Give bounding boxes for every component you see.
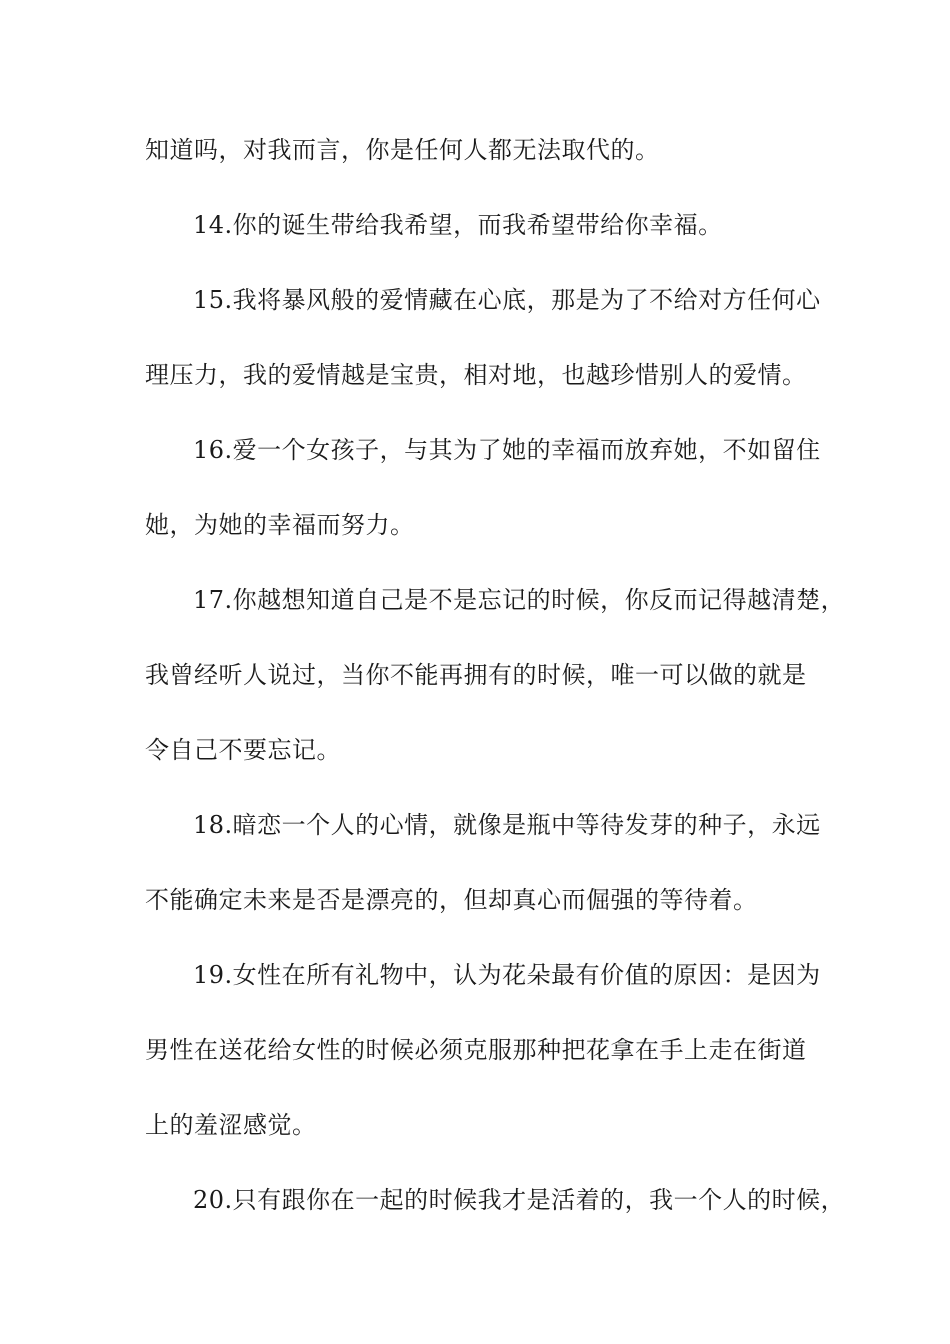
text-line: 14.你的诞生带给我希望，而我希望带给你幸福。 [193, 211, 723, 239]
text-line: 令自己不要忘记。 [145, 736, 341, 764]
text-line: 17.你越想知道自己是不是忘记的时候，你反而记得越清楚， [193, 586, 846, 614]
text-line: 20.只有跟你在一起的时候我才是活着的，我一个人的时候， [193, 1186, 846, 1214]
text-line: 不能确定未来是否是漂亮的，但却真心而倔强的等待着。 [145, 886, 758, 914]
text-line: 18.暗恋一个人的心情，就像是瓶中等待发芽的种子，永远 [193, 811, 821, 839]
text-line: 19.女性在所有礼物中，认为花朵最有价值的原因：是因为 [193, 961, 821, 989]
text-line: 我曾经听人说过，当你不能再拥有的时候，唯一可以做的就是 [145, 661, 807, 689]
text-line: 15.我将暴风般的爱情藏在心底，那是为了不给对方任何心 [193, 286, 821, 314]
text-line: 她，为她的幸福而努力。 [145, 511, 415, 539]
text-line: 知道吗，对我而言，你是任何人都无法取代的。 [145, 136, 660, 164]
text-line: 男性在送花给女性的时候必须克服那种把花拿在手上走在街道 [145, 1036, 807, 1064]
text-line: 16.爱一个女孩子，与其为了她的幸福而放弃她，不如留住 [193, 436, 821, 464]
text-line: 上的羞涩感觉。 [145, 1111, 317, 1139]
text-line: 理压力，我的爱情越是宝贵，相对地，也越珍惜别人的爱情。 [145, 361, 807, 389]
